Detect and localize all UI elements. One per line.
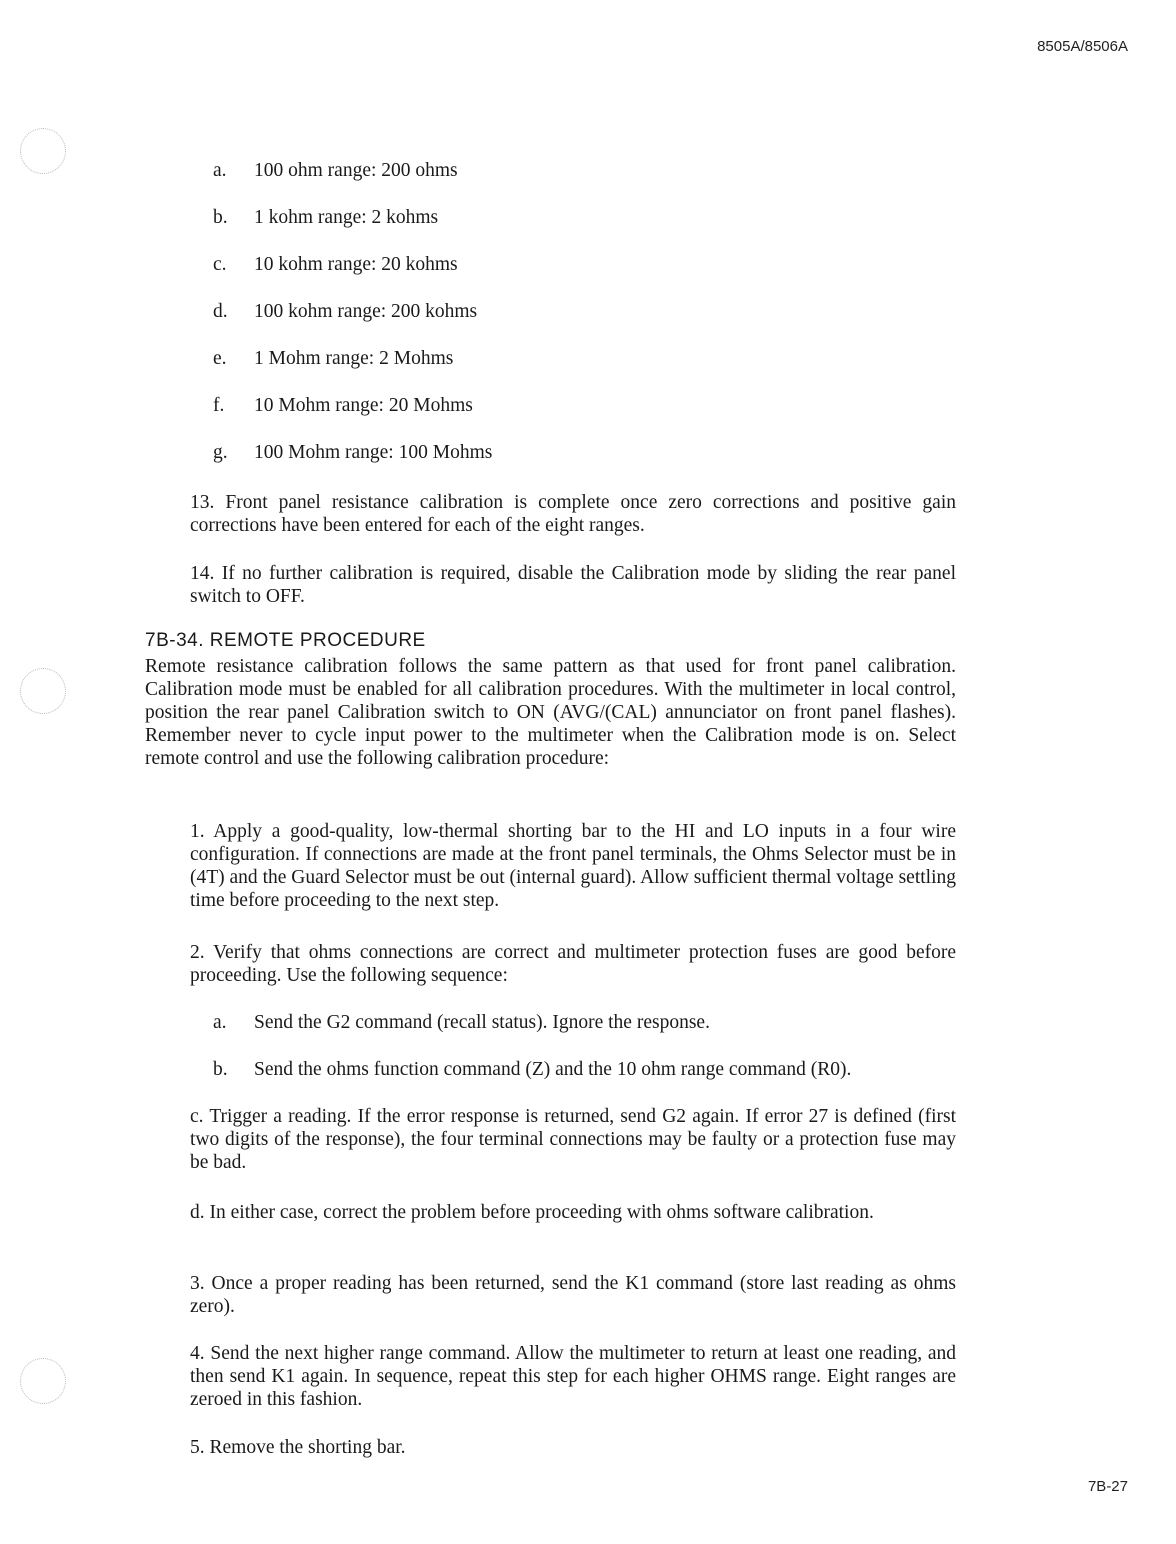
document-id: 8505A/8506A [1037, 38, 1128, 55]
remote-step-2: 2. Verify that ohms connections are correct and multimeter protection fuses are good before proceeding. Use the following sequence: [190, 942, 956, 986]
substep-d: d. In either case, correct the problem before proceeding with ohms software calibration. [190, 1202, 874, 1223]
remote-step-1: 1. Apply a good-quality, low-thermal shorting bar to the HI and LO inputs in a four wire configuration. If connections are made at the front panel terminals, the Ohms Selector must be in (4T) and the Guard Selector must be out (internal guard). Allow sufficient thermal voltage settling time before proceeding to the next step. [190, 821, 956, 911]
item-label: a. [213, 160, 227, 181]
range-item [213, 253, 458, 276]
item-label: e. [213, 348, 227, 369]
item-text: 100 kohm range: 200 kohms [254, 301, 478, 322]
range-item [213, 206, 438, 229]
step-13: 13. Front panel resistance calibration is complete once zero corrections and positive gain corrections have been entered for each of the eight ranges. [190, 492, 956, 536]
item-label: c. [213, 254, 227, 275]
remote-step-4: 4. Send the next higher range command. Allow the multimeter to return at least one reading, and then send K1 again. In sequence, repeat this step for each higher OHMS range. Eight ranges are zeroed in this fashion. [190, 1343, 956, 1410]
step-14: 14. If no further calibration is required, disable the Calibration mode by sliding the rear panel switch to OFF. [190, 563, 956, 607]
item-label: d. [213, 301, 228, 322]
range-item [213, 347, 453, 370]
item-text: Send the G2 command (recall status). Ignore the response. [254, 1012, 710, 1033]
section-intro: Remote resistance calibration follows the same pattern as that used for front panel calibration. Calibration mode must be enabled for all calibration procedures. With the multimeter in local control, position the rear panel Calibration switch to ON (AVG/(CAL) annunciator on front panel flashes). Remember never to cycle input power to the multimeter when the Calibration mode is on. Select remote control and use the following calibration procedure: [145, 656, 956, 769]
range-item [213, 394, 473, 417]
range-item [213, 300, 477, 323]
item-label: a. [213, 1012, 227, 1033]
punch-hole [20, 128, 66, 174]
item-text: 100 Mohm range: 100 Mohms [254, 442, 493, 463]
item-label: b. [213, 1059, 228, 1080]
item-text: 1 Mohm range: 2 Mohms [254, 348, 454, 369]
substep-c: c. Trigger a reading. If the error response is returned, send G2 again. If error 27 is defined (first two digits of the response), the four terminal connections may be faulty or a protection fuse may be bad. [190, 1106, 956, 1173]
punch-hole [20, 1358, 66, 1404]
punch-hole [20, 668, 66, 714]
item-text: 10 kohm range: 20 kohms [254, 254, 458, 275]
page-number: 7B-27 [1087, 1478, 1128, 1495]
substep-b [213, 1058, 851, 1081]
substep-a [213, 1011, 710, 1034]
item-label: g. [213, 442, 228, 463]
remote-step-3: 3. Once a proper reading has been returned, send the K1 command (store last reading as ohms zero). [190, 1273, 956, 1317]
item-text: 10 Mohm range: 20 Mohms [254, 395, 473, 416]
remote-step-5: 5. Remove the shorting bar. [190, 1437, 406, 1458]
range-item [213, 441, 492, 464]
item-text: Send the ohms function command (Z) and the 10 ohm range command (R0). [254, 1059, 852, 1080]
item-text: 100 ohm range: 200 ohms [254, 160, 458, 181]
section-heading: 7B-34. REMOTE PROCEDURE [145, 630, 426, 651]
item-text: 1 kohm range: 2 kohms [254, 207, 439, 228]
item-label: b. [213, 207, 228, 228]
range-item [213, 159, 458, 182]
item-label: f. [213, 395, 225, 416]
